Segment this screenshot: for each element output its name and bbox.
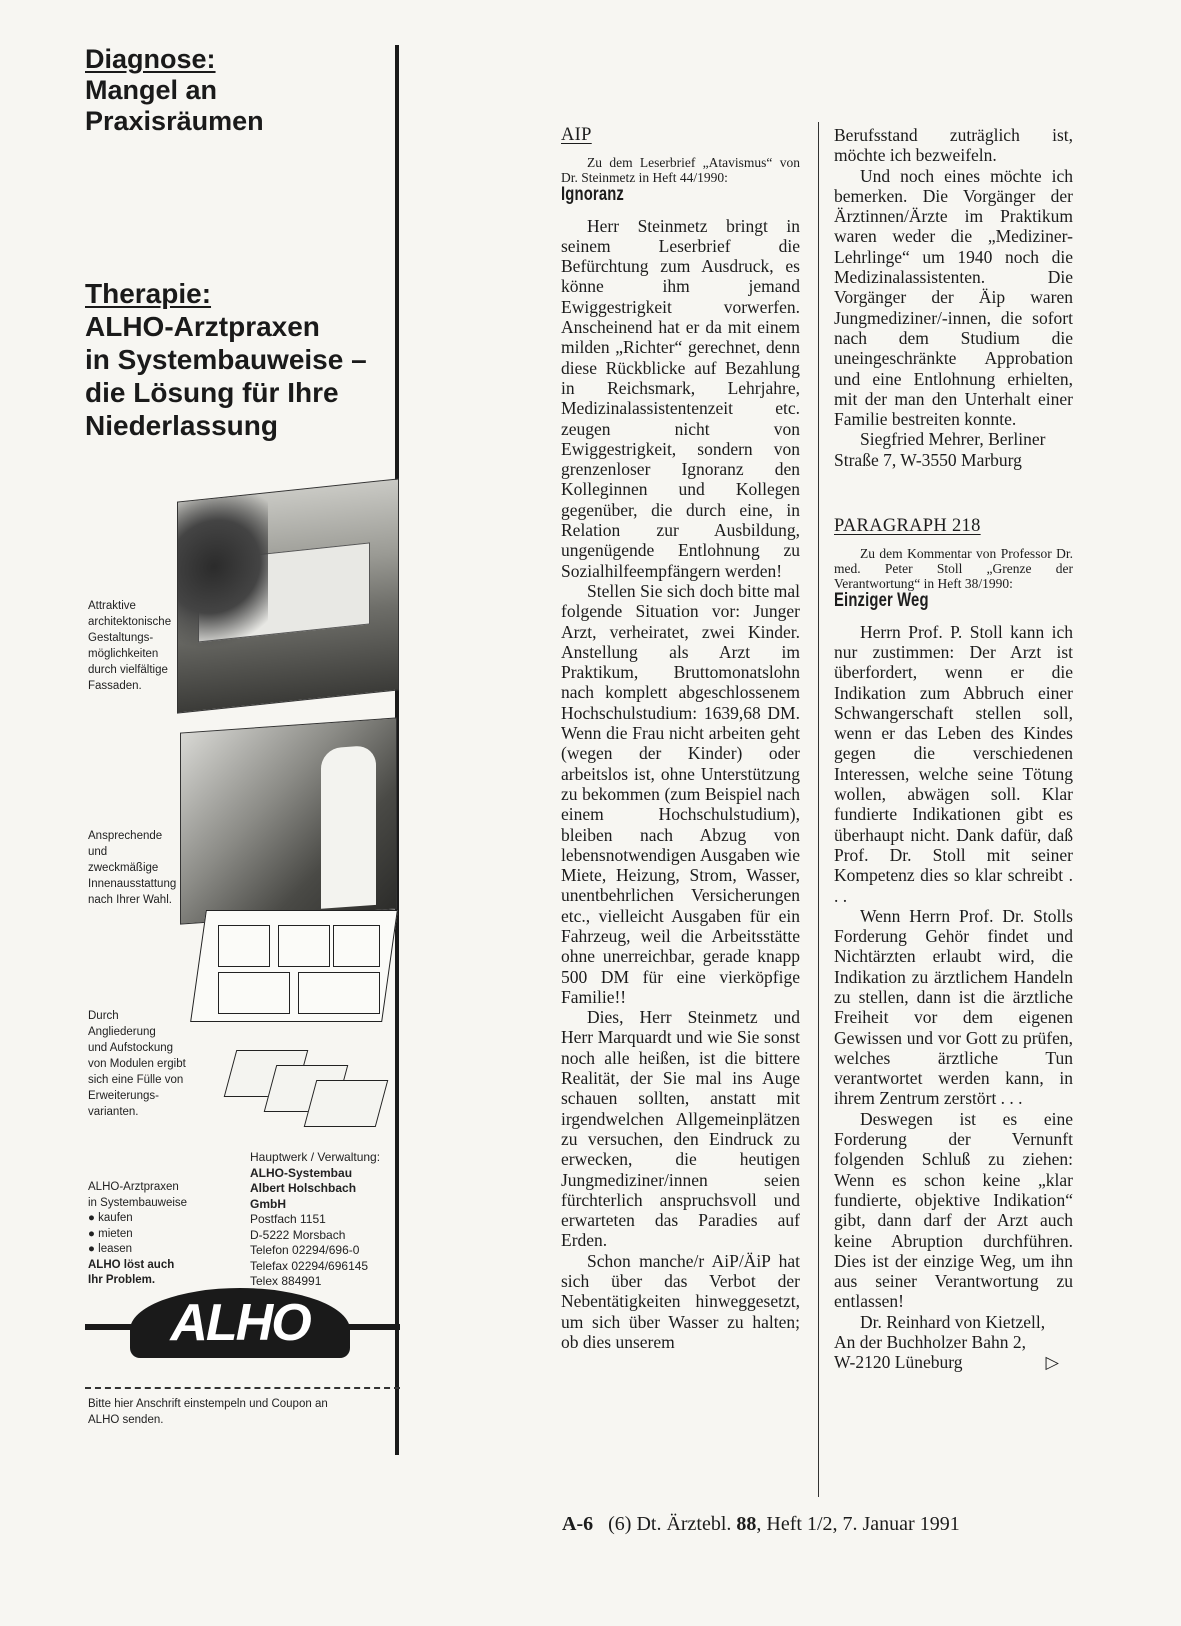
coupon-instruction: Bitte hier Anschrift einstempeln und Coupon an ALHO senden.	[88, 1398, 328, 1426]
offer-bullet: ● kaufen	[88, 1212, 133, 1224]
contact-address: D-5222 Morsbach	[250, 1227, 346, 1242]
floor-plan-room	[278, 925, 330, 967]
contact-heading: Hauptwerk / Verwaltung:	[250, 1150, 381, 1164]
letter-signature: Siegfried Mehrer, Berliner Straße 7, W-3550 Marburg	[834, 429, 1046, 470]
offer-line: ALHO-Arztpraxen	[88, 1181, 179, 1193]
therapy-line: in Systembauweise –	[85, 344, 367, 375]
contact-telex: Telex 884991	[250, 1274, 322, 1288]
floor-plan-room	[218, 972, 290, 1014]
floor-plan-room	[298, 972, 380, 1014]
page-number-paren: (6)	[608, 1513, 632, 1535]
therapy-line: ALHO-Arztpraxen	[85, 311, 320, 342]
diagnosis-label: Diagnose:	[85, 44, 216, 74]
module-block	[304, 1080, 389, 1127]
letter-signature: W-2120 Lüneburg ▷	[834, 1352, 1059, 1373]
letter-paragraph: Schon manche/r AiP/ÄiP hat sich über das Verbot der Nebentätigkeiten hinweggesetzt, um sich über Wasser zu halten; ob dies unserem	[561, 1250, 800, 1352]
letters-column-1	[561, 125, 800, 1352]
letters-column-2	[834, 125, 1073, 1373]
letter-paragraph: Deswegen ist es eine Forderung der Vernunft folgenden Schluß zu ziehen: Wenn es schon keine „klar fundierte, objektive Indikation“ gibt, dann darf der Arzt auch keine Abruption durchführen. Dies ist der einzige Weg, um ihn aus seiner Verantwortung zu entlassen!	[834, 1108, 1073, 1312]
ad-therapy-heading	[85, 277, 405, 442]
caption-facades: Attraktive architektonische Gestaltungs- möglichkeiten durch vielfältige Fassaden.	[88, 600, 172, 692]
ad-diagnosis-heading	[85, 44, 264, 137]
therapy-label: Therapie:	[85, 278, 212, 309]
floor-plan-room	[333, 925, 380, 967]
company-name: Albert Holschbach	[250, 1181, 357, 1195]
bullet-icon: ●	[88, 1243, 99, 1255]
letter-signature: Dr. Reinhard von Kietzell,	[860, 1311, 1046, 1332]
module-extensions-drawing	[230, 1040, 410, 1130]
section-label-paragraph-218: PARAGRAPH 218	[834, 516, 981, 537]
letter-paragraph: Und noch eines möchte ich bemerken. Die Vorgänger der Ärztinnen/Ärzte im Praktikum waren weder die „Mediziner-Lehrlinge“ um 1940 noch die Medizinalassistenten. Die Vorgänger der Äip waren Jungmediziner/-innen, die sofort nach dem Studium die uneingeschränkte Approbation und eine Entlohnung erhielten, mit der man den Unterhalt einer Familie bestreiten konnte.	[834, 165, 1073, 430]
continue-arrow-icon: ▷	[1045, 1352, 1059, 1373]
bullet-icon: ●	[88, 1227, 99, 1240]
offer-bullet: ● mieten	[88, 1227, 133, 1240]
diagnosis-text-line: Praxisräumen	[85, 106, 264, 136]
offer-line: in Systembauweise	[88, 1196, 188, 1209]
journal-issue: , Heft 1/2, 7. Januar 1991	[756, 1513, 960, 1535]
journal-name: Dt. Ärztebl.	[636, 1513, 732, 1535]
letter-intro: Zu dem Leserbrief „Atavismus“ von Dr. Steinmetz in Heft 44/1990:	[561, 155, 800, 186]
coupon-cut-line	[85, 1387, 400, 1389]
therapy-line: Niederlassung	[85, 410, 278, 441]
diagnosis-text-line: Mangel an	[85, 75, 218, 105]
therapy-line: die Lösung für Ihre	[85, 377, 339, 408]
slogan-line: Ihr Problem.	[88, 1274, 156, 1286]
tree-shape	[178, 493, 268, 672]
company-name: ALHO-Systembau	[250, 1165, 353, 1180]
building-exterior-photo	[177, 478, 399, 713]
section-label-aip: AIP	[561, 125, 592, 145]
floor-plan-room	[218, 925, 270, 967]
caption-modules: Durch Angliederung und Aufstockung von Modulen ergibt sich eine Fülle von Erweiterungs- varianten.	[88, 1010, 186, 1118]
letter-signature: An der Buchholzer Bahn 2,	[834, 1332, 1026, 1353]
column-divider	[818, 122, 819, 1497]
slogan-line: ALHO löst auch	[88, 1258, 175, 1271]
company-contact-block	[250, 1150, 380, 1290]
alho-advertisement	[0, 0, 400, 1626]
contact-phone: Telefon 02294/696-0	[250, 1243, 360, 1257]
bullet-icon: ●	[88, 1212, 99, 1224]
offer-list	[88, 1180, 187, 1289]
letter-paragraph: Dies, Herr Steinmetz und Herr Marquardt und wie Sie sonst noch alle heißen, ist die bittere Realität, der Sie mal ins Auge schauen sollten, anstatt mit irgendwelchen Allgemeinplätzen zu versuchen, den Eindruck zu erwecken, die heutigen Jungmediziner/innen seien fürchterlich anspruchsvoll und erwarteten das Paradies auf Erden.	[561, 1007, 800, 1251]
letter-title-ignoranz: Ignoranz	[561, 184, 624, 206]
letter-paragraph: Berufsstand zuträglich ist, möchte ich bezweifeln.	[834, 125, 1073, 166]
letter-paragraph: Stellen Sie sich doch bitte mal folgende Situation vor: Junger Arzt, verheiratet, zwei Kinder. Anstellung als Arzt im Praktikum, Bruttomonatslohn nach komplett abgeschlossenem Hochschulstudium: 1639,68 DM. Wenn die Frau nicht arbeiten geht (wegen der Kinder) oder arbeitslos ist, ohne Unterstützung zu bekommen (zum Beispiel nach einem Hochschulstudium), bleiben nach Abzug von lebensnotwendigen Ausgaben wie Miete, Heizung, Strom, Wasser, unentbehrlichen Versicherungen etc., vielleicht Ausgaben für ein Fahrzeug, weil die Arbeitsstätte ohne unerreichbar, gerade knapp 500 DM für eine vierköpfige Familie!!	[561, 580, 800, 1007]
company-name: GmbH	[250, 1196, 286, 1211]
page-footer	[562, 1512, 960, 1536]
caption-interior: Ansprechende und zweckmäßige Innenausstattung nach Ihrer Wahl.	[88, 830, 177, 906]
alho-logo	[85, 1288, 400, 1373]
letter-paragraph: Herrn Prof. P. Stoll kann ich nur zustimmen: Der Arzt ist überfordert, wenn er die Indikation zum Abbruch einer Schwangerschaft stellen soll, wenn er das Leben des Kindes gegen die verschiedenen Interessen, welche seine Tötung wollen, abwägen soll. Klar fundierte Indikationen gibt es überhaupt nicht. Dank dafür, daß Prof. Dr. Stoll mit seiner Kompetenz dies so klar schreibt . . .	[834, 621, 1073, 906]
letter-paragraph: Wenn Herrn Prof. Dr. Stolls Forderung Gehör findet und Nichtärzten erlaubt wird, die Indikation zu ärztlichem Handeln zu stellen, dann ist die ärztliche Freiheit vor dem eigenen Gewissen und vor Gott zu prüfen, welches ärztliche Tun verantwortet werden kann, in ihrem Zentrum zerstört . . .	[834, 905, 1073, 1109]
letter-title-einziger-weg: Einziger Weg	[834, 590, 929, 612]
page-number: A-6	[562, 1513, 594, 1535]
doctor-figure	[321, 745, 376, 909]
contact-fax: Telefax 02294/696145	[250, 1258, 369, 1273]
offer-bullet: ● leasen	[88, 1243, 133, 1255]
journal-volume: 88	[736, 1513, 757, 1535]
letter-paragraph: Herr Steinmetz bringt in seinem Leserbrief die Befürchtung zum Ausdruck, es könne ihm jemand Ewiggestrigkeit vorwerfen. Anscheinend hat er da mit einem milden „Richter“ gerechnet, denn diese Rückblicke auf Bezahlung in Reichsmark, Lehrjahre, Medizinalassistentenzeit etc. zeugen nicht von Ewiggestrigkeit, sondern von grenzenloser Ignoranz den Kolleginnen und Kollegen gegenüber, die durch eine, in Relation zur Ausbildung, ungenügende Entlohnung zu Sozialhilfeempfängern werden!	[561, 215, 800, 581]
contact-address: Postfach 1151	[250, 1212, 326, 1226]
interior-exam-room-photo	[180, 717, 397, 924]
letter-intro: Zu dem Kommentar von Professor Dr. med. Peter Stoll „Grenze der Verantwortung“ in Heft 38/1990:	[834, 546, 1073, 592]
logo-badge: ALHO	[130, 1288, 350, 1358]
